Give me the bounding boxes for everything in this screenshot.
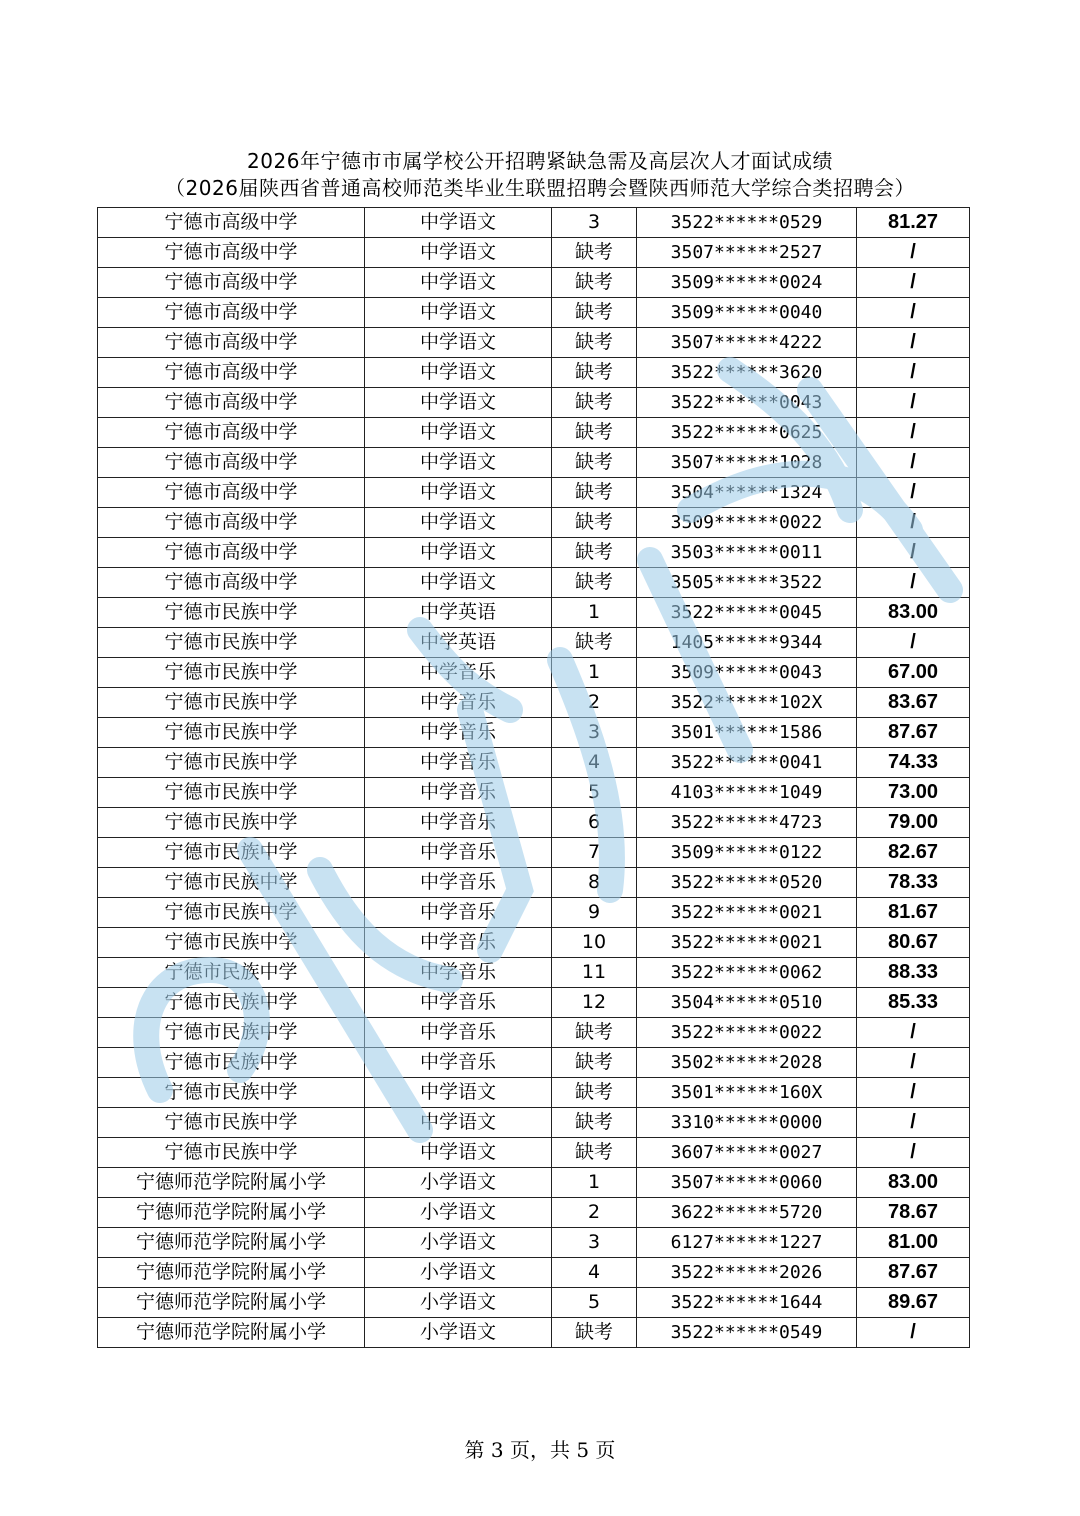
subject-cell: 中学音乐 xyxy=(365,778,552,808)
subject-cell: 中学音乐 xyxy=(365,838,552,868)
school-cell: 宁德市民族中学 xyxy=(98,1048,365,1078)
order-cell: 缺考 xyxy=(552,328,637,358)
school-cell: 宁德市高级中学 xyxy=(98,328,365,358)
score-cell: 82.67 xyxy=(857,838,970,868)
school-cell: 宁德市民族中学 xyxy=(98,868,365,898)
id-cell: 3507******2527 xyxy=(637,238,857,268)
order-cell: 缺考 xyxy=(552,1318,637,1348)
score-cell: / xyxy=(857,568,970,598)
score-cell: 81.67 xyxy=(857,898,970,928)
score-cell: 83.00 xyxy=(857,1168,970,1198)
order-cell: 12 xyxy=(552,988,637,1018)
id-cell: 3505******3522 xyxy=(637,568,857,598)
table-row xyxy=(98,1318,970,1348)
score-cell: / xyxy=(857,1048,970,1078)
order-cell: 缺考 xyxy=(552,1078,637,1108)
score-cell: 87.67 xyxy=(857,1258,970,1288)
score-cell: 73.00 xyxy=(857,778,970,808)
score-cell: 81.00 xyxy=(857,1228,970,1258)
school-cell: 宁德师范学院附属小学 xyxy=(98,1198,365,1228)
table-row xyxy=(98,418,970,448)
school-cell: 宁德市民族中学 xyxy=(98,688,365,718)
score-cell: / xyxy=(857,478,970,508)
id-cell: 3607******0027 xyxy=(637,1138,857,1168)
subject-cell: 中学音乐 xyxy=(365,1018,552,1048)
order-cell: 8 xyxy=(552,868,637,898)
order-cell: 10 xyxy=(552,928,637,958)
order-cell: 1 xyxy=(552,1168,637,1198)
table-row xyxy=(98,808,970,838)
id-cell: 3504******1324 xyxy=(637,478,857,508)
table-row xyxy=(98,1288,970,1318)
school-cell: 宁德市民族中学 xyxy=(98,988,365,1018)
score-cell: / xyxy=(857,448,970,478)
id-cell: 3310******0000 xyxy=(637,1108,857,1138)
order-cell: 缺考 xyxy=(552,238,637,268)
subject-cell: 中学语文 xyxy=(365,298,552,328)
subject-cell: 中学语文 xyxy=(365,418,552,448)
school-cell: 宁德师范学院附属小学 xyxy=(98,1288,365,1318)
subject-cell: 中学音乐 xyxy=(365,808,552,838)
subject-cell: 中学语文 xyxy=(365,388,552,418)
subject-cell: 中学语文 xyxy=(365,1108,552,1138)
order-cell: 缺考 xyxy=(552,448,637,478)
id-cell: 3522******0022 xyxy=(637,1018,857,1048)
order-cell: 缺考 xyxy=(552,538,637,568)
table-row xyxy=(98,1138,970,1168)
id-cell: 3504******0510 xyxy=(637,988,857,1018)
table-row xyxy=(98,478,970,508)
school-cell: 宁德市高级中学 xyxy=(98,208,365,238)
school-cell: 宁德市高级中学 xyxy=(98,568,365,598)
school-cell: 宁德市高级中学 xyxy=(98,418,365,448)
table-row xyxy=(98,1108,970,1138)
school-cell: 宁德市民族中学 xyxy=(98,838,365,868)
table-row xyxy=(98,208,970,238)
subject-cell: 中学英语 xyxy=(365,598,552,628)
table-row xyxy=(98,838,970,868)
score-cell: 78.33 xyxy=(857,868,970,898)
score-cell: / xyxy=(857,358,970,388)
id-cell: 3501******160X xyxy=(637,1078,857,1108)
table-row xyxy=(98,1168,970,1198)
subject-cell: 中学语文 xyxy=(365,508,552,538)
order-cell: 6 xyxy=(552,808,637,838)
subject-cell: 中学语文 xyxy=(365,1138,552,1168)
order-cell: 5 xyxy=(552,1288,637,1318)
score-cell: / xyxy=(857,418,970,448)
subject-cell: 中学音乐 xyxy=(365,898,552,928)
score-cell: / xyxy=(857,1018,970,1048)
order-cell: 4 xyxy=(552,748,637,778)
school-cell: 宁德师范学院附属小学 xyxy=(98,1258,365,1288)
id-cell: 3507******1028 xyxy=(637,448,857,478)
table-row xyxy=(98,568,970,598)
order-cell: 缺考 xyxy=(552,628,637,658)
table-row xyxy=(98,958,970,988)
id-cell: 3522******0529 xyxy=(637,208,857,238)
page-footer: 第 3 页，共 5 页 xyxy=(464,1438,616,1462)
school-cell: 宁德市民族中学 xyxy=(98,658,365,688)
table-row xyxy=(98,778,970,808)
id-cell: 3522******0043 xyxy=(637,388,857,418)
score-cell: 85.33 xyxy=(857,988,970,1018)
id-cell: 3522******2026 xyxy=(637,1258,857,1288)
scores-table-body xyxy=(98,208,970,1348)
order-cell: 缺考 xyxy=(552,478,637,508)
table-row xyxy=(98,928,970,958)
school-cell: 宁德市民族中学 xyxy=(98,628,365,658)
score-cell: / xyxy=(857,508,970,538)
order-cell: 缺考 xyxy=(552,418,637,448)
table-row xyxy=(98,328,970,358)
order-cell: 缺考 xyxy=(552,1048,637,1078)
id-cell: 3502******2028 xyxy=(637,1048,857,1078)
id-cell: 1405******9344 xyxy=(637,628,857,658)
table-row xyxy=(98,538,970,568)
school-cell: 宁德市高级中学 xyxy=(98,358,365,388)
subject-cell: 中学音乐 xyxy=(365,988,552,1018)
score-cell: / xyxy=(857,388,970,418)
id-cell: 3522******102X xyxy=(637,688,857,718)
table-row xyxy=(98,658,970,688)
school-cell: 宁德市高级中学 xyxy=(98,448,365,478)
subject-cell: 小学语文 xyxy=(365,1198,552,1228)
score-cell: / xyxy=(857,1138,970,1168)
subject-cell: 小学语文 xyxy=(365,1228,552,1258)
score-cell: / xyxy=(857,268,970,298)
score-cell: 79.00 xyxy=(857,808,970,838)
table-row xyxy=(98,1228,970,1258)
school-cell: 宁德市民族中学 xyxy=(98,1078,365,1108)
school-cell: 宁德市高级中学 xyxy=(98,298,365,328)
score-cell: / xyxy=(857,628,970,658)
order-cell: 缺考 xyxy=(552,1108,637,1138)
school-cell: 宁德市高级中学 xyxy=(98,538,365,568)
subject-cell: 小学语文 xyxy=(365,1288,552,1318)
table-row xyxy=(98,1018,970,1048)
school-cell: 宁德师范学院附属小学 xyxy=(98,1228,365,1258)
subject-cell: 中学语文 xyxy=(365,208,552,238)
page-subtitle: （2026届陕西省普通高校师范类毕业生联盟招聘会暨陕西师范大学综合类招聘会） xyxy=(165,176,915,200)
table-row xyxy=(98,1258,970,1288)
id-cell: 3522******0520 xyxy=(637,868,857,898)
score-cell: 87.67 xyxy=(857,718,970,748)
order-cell: 缺考 xyxy=(552,508,637,538)
score-cell: / xyxy=(857,538,970,568)
id-cell: 3509******0022 xyxy=(637,508,857,538)
subject-cell: 中学语文 xyxy=(365,358,552,388)
score-cell: 88.33 xyxy=(857,958,970,988)
table-row xyxy=(98,628,970,658)
order-cell: 3 xyxy=(552,718,637,748)
score-cell: 80.67 xyxy=(857,928,970,958)
school-cell: 宁德市民族中学 xyxy=(98,1018,365,1048)
id-cell: 3503******0011 xyxy=(637,538,857,568)
school-cell: 宁德市民族中学 xyxy=(98,598,365,628)
order-cell: 2 xyxy=(552,1198,637,1228)
subject-cell: 中学音乐 xyxy=(365,868,552,898)
subject-cell: 中学语文 xyxy=(365,328,552,358)
subject-cell: 中学语文 xyxy=(365,1078,552,1108)
order-cell: 缺考 xyxy=(552,268,637,298)
subject-cell: 中学音乐 xyxy=(365,718,552,748)
score-cell: 67.00 xyxy=(857,658,970,688)
table-row xyxy=(98,688,970,718)
table-row xyxy=(98,298,970,328)
score-cell: / xyxy=(857,1318,970,1348)
school-cell: 宁德市高级中学 xyxy=(98,388,365,418)
school-cell: 宁德市民族中学 xyxy=(98,778,365,808)
school-cell: 宁德市民族中学 xyxy=(98,748,365,778)
id-cell: 3522******0041 xyxy=(637,748,857,778)
id-cell: 3501******1586 xyxy=(637,718,857,748)
id-cell: 6127******1227 xyxy=(637,1228,857,1258)
school-cell: 宁德市高级中学 xyxy=(98,508,365,538)
id-cell: 3509******0024 xyxy=(637,268,857,298)
subject-cell: 中学语文 xyxy=(365,478,552,508)
school-cell: 宁德市民族中学 xyxy=(98,1138,365,1168)
id-cell: 3522******0021 xyxy=(637,898,857,928)
table-row xyxy=(98,1048,970,1078)
table-row xyxy=(98,598,970,628)
id-cell: 3507******0060 xyxy=(637,1168,857,1198)
scores-table xyxy=(97,207,970,1348)
subject-cell: 中学语文 xyxy=(365,238,552,268)
order-cell: 5 xyxy=(552,778,637,808)
table-row xyxy=(98,1078,970,1108)
subject-cell: 小学语文 xyxy=(365,1318,552,1348)
table-row xyxy=(98,238,970,268)
order-cell: 4 xyxy=(552,1258,637,1288)
school-cell: 宁德市民族中学 xyxy=(98,808,365,838)
order-cell: 2 xyxy=(552,688,637,718)
id-cell: 3509******0040 xyxy=(637,298,857,328)
id-cell: 3522******3620 xyxy=(637,358,857,388)
subject-cell: 中学语文 xyxy=(365,538,552,568)
table-row xyxy=(98,748,970,778)
school-cell: 宁德市民族中学 xyxy=(98,718,365,748)
school-cell: 宁德市高级中学 xyxy=(98,478,365,508)
id-cell: 3622******5720 xyxy=(637,1198,857,1228)
id-cell: 4103******1049 xyxy=(637,778,857,808)
order-cell: 3 xyxy=(552,208,637,238)
order-cell: 缺考 xyxy=(552,568,637,598)
table-row xyxy=(98,988,970,1018)
table-row xyxy=(98,388,970,418)
school-cell: 宁德市高级中学 xyxy=(98,268,365,298)
table-row xyxy=(98,508,970,538)
order-cell: 1 xyxy=(552,658,637,688)
school-cell: 宁德市民族中学 xyxy=(98,958,365,988)
score-cell: 89.67 xyxy=(857,1288,970,1318)
id-cell: 3509******0043 xyxy=(637,658,857,688)
score-cell: / xyxy=(857,328,970,358)
id-cell: 3522******1644 xyxy=(637,1288,857,1318)
id-cell: 3522******4723 xyxy=(637,808,857,838)
school-cell: 宁德市民族中学 xyxy=(98,1108,365,1138)
subject-cell: 中学音乐 xyxy=(365,748,552,778)
id-cell: 3522******0021 xyxy=(637,928,857,958)
order-cell: 缺考 xyxy=(552,1018,637,1048)
order-cell: 7 xyxy=(552,838,637,868)
school-cell: 宁德市高级中学 xyxy=(98,238,365,268)
score-cell: 83.67 xyxy=(857,688,970,718)
subject-cell: 中学英语 xyxy=(365,628,552,658)
score-cell: / xyxy=(857,298,970,328)
score-cell: 78.67 xyxy=(857,1198,970,1228)
subject-cell: 中学语文 xyxy=(365,568,552,598)
subject-cell: 小学语文 xyxy=(365,1258,552,1288)
table-row xyxy=(98,268,970,298)
subject-cell: 中学音乐 xyxy=(365,658,552,688)
subject-cell: 中学音乐 xyxy=(365,1048,552,1078)
subject-cell: 中学语文 xyxy=(365,268,552,298)
order-cell: 缺考 xyxy=(552,298,637,328)
subject-cell: 小学语文 xyxy=(365,1168,552,1198)
school-cell: 宁德师范学院附属小学 xyxy=(98,1318,365,1348)
score-cell: / xyxy=(857,1108,970,1138)
school-cell: 宁德师范学院附属小学 xyxy=(98,1168,365,1198)
id-cell: 3522******0045 xyxy=(637,598,857,628)
id-cell: 3522******0062 xyxy=(637,958,857,988)
page-title: 2026年宁德市市属学校公开招聘紧缺急需及高层次人才面试成绩 xyxy=(247,149,833,173)
subject-cell: 中学音乐 xyxy=(365,928,552,958)
table-row xyxy=(98,868,970,898)
order-cell: 3 xyxy=(552,1228,637,1258)
score-cell: / xyxy=(857,238,970,268)
score-cell: 81.27 xyxy=(857,208,970,238)
school-cell: 宁德市民族中学 xyxy=(98,898,365,928)
order-cell: 缺考 xyxy=(552,358,637,388)
score-cell: / xyxy=(857,1078,970,1108)
order-cell: 11 xyxy=(552,958,637,988)
order-cell: 缺考 xyxy=(552,1138,637,1168)
score-cell: 83.00 xyxy=(857,598,970,628)
table-row xyxy=(98,448,970,478)
id-cell: 3507******4222 xyxy=(637,328,857,358)
table-row xyxy=(98,898,970,928)
order-cell: 9 xyxy=(552,898,637,928)
school-cell: 宁德市民族中学 xyxy=(98,928,365,958)
score-cell: 74.33 xyxy=(857,748,970,778)
subject-cell: 中学音乐 xyxy=(365,958,552,988)
table-row xyxy=(98,358,970,388)
id-cell: 3522******0549 xyxy=(637,1318,857,1348)
subject-cell: 中学音乐 xyxy=(365,688,552,718)
order-cell: 1 xyxy=(552,598,637,628)
id-cell: 3522******0625 xyxy=(637,418,857,448)
order-cell: 缺考 xyxy=(552,388,637,418)
table-row xyxy=(98,718,970,748)
id-cell: 3509******0122 xyxy=(637,838,857,868)
subject-cell: 中学语文 xyxy=(365,448,552,478)
table-row xyxy=(98,1198,970,1228)
